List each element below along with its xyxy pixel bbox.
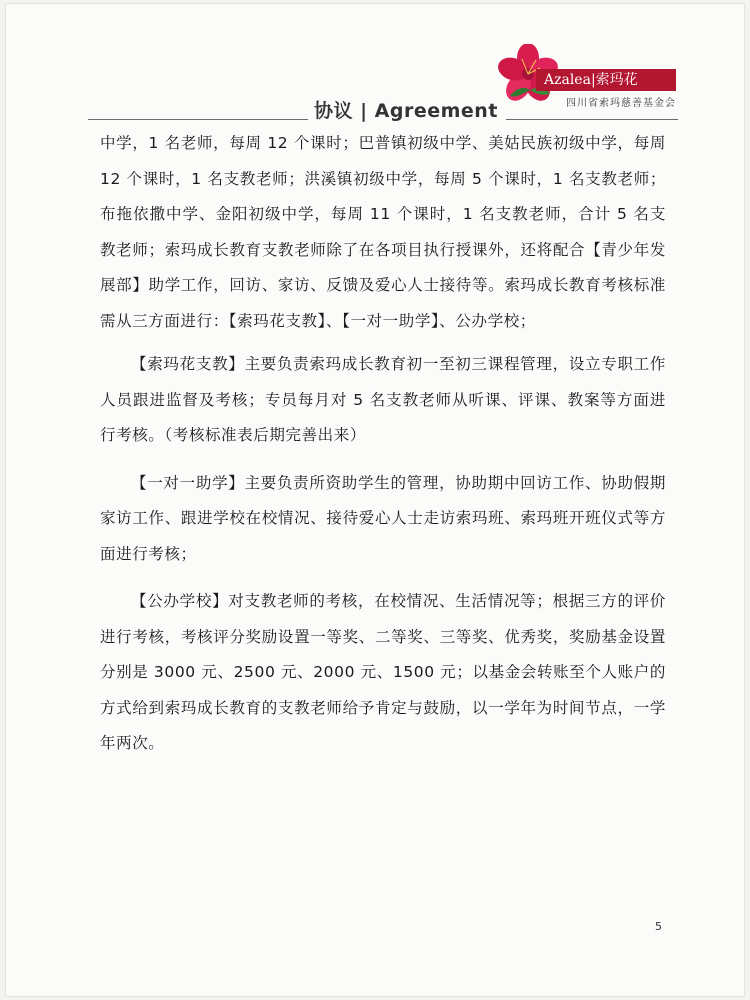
header-title: 协议 | Agreement bbox=[308, 96, 506, 123]
paragraph-soma-teaching: 【索玛花支教】主要负责索玛成长教育初一至初三课程管理，设立专职工作人员跟进监督及考核；专员每月对 5 名支教老师从听课、评课、教案等方面进行考核。（考核标准表后期完善出来） bbox=[100, 355, 666, 444]
paragraph-public-school: 【公办学校】对支教老师的考核，在校情况、生活情况等；根据三方的评价进行考核，考核评分奖励设置一等奖、二等奖、三等奖、优秀奖，奖励基金设置分别是 3000 元、2500 元、2000 元、1500 元；以基金会转账至个人账户的方式给到索玛成长教育的支教老师给予肯定与鼓励，以一学年为时间节点，一学年两次。 bbox=[100, 592, 666, 752]
logo-wordmark: Azalea|索玛花 bbox=[536, 69, 676, 91]
paragraph-continuation: 中学，1 名老师，每周 12 个课时；巴普镇初级中学、美姑民族初级中学，每周 12 个课时，1 名支教老师；洪溪镇初级中学，每周 5 个课时，1 名支教老师；布拖依撒中学、金阳初级中学，每周 11 个课时，1 名支教老师，合计 5 名支教老师；索玛成长教育支教老师除了在各项目执行授课外，还将配合【青少年发展部】助学工作，回访、家访、反馈及爱心人士接待等。索玛成长教育考核标准需从三方面进行：【索玛花支教】、【一对一助学】、公办学校； bbox=[100, 134, 666, 330]
document-body bbox=[100, 126, 666, 762]
paragraph-one-on-one-aid: 【一对一助学】主要负责所资助学生的管理，协助期中回访工作、协助假期家访工作、跟进学校在校情况、接待爱心人士走访索玛班、索玛班开班仪式等方面进行考核； bbox=[100, 473, 666, 563]
page-header bbox=[0, 0, 750, 130]
logo-subtitle: 四川省索玛慈善基金会 bbox=[566, 98, 676, 109]
page-number: 5 bbox=[655, 920, 662, 933]
